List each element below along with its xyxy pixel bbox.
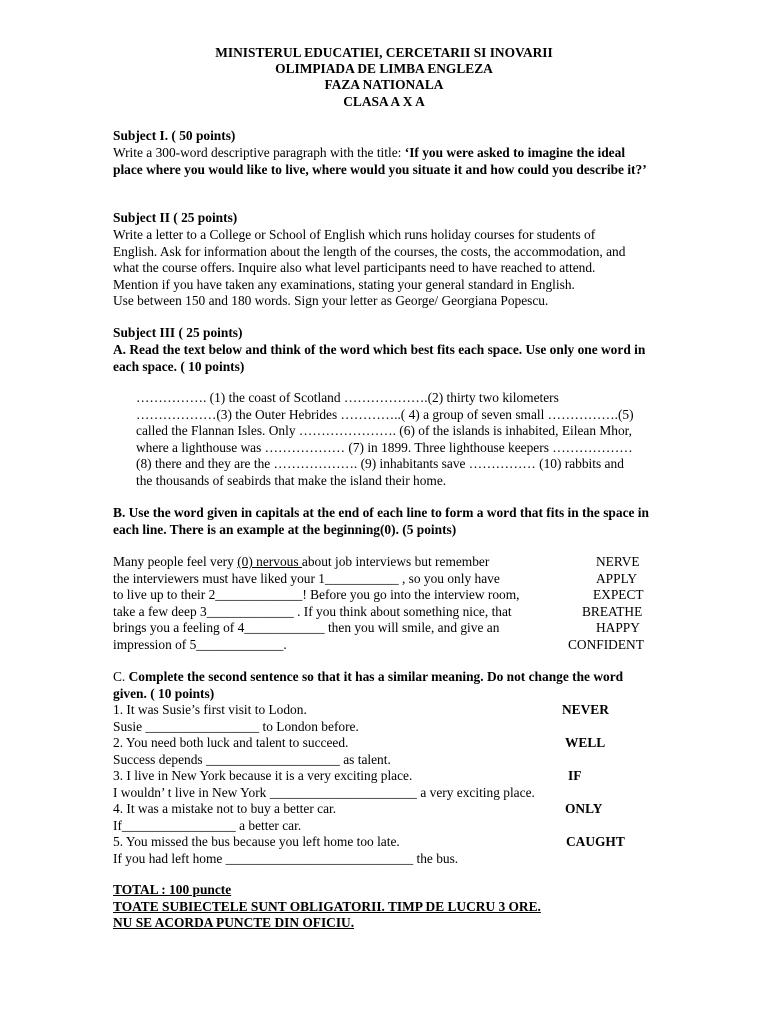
keyword-expect: EXPECT <box>593 587 644 602</box>
word-formation-line: the interviewers must have liked your 1___________ , so you only have <box>113 570 500 586</box>
olympiad-title: OLIMPIADA DE LIMBA ENGLEZA <box>275 61 493 77</box>
keyword-happy: HAPPY <box>596 620 640 635</box>
class-title: CLASA A X A <box>343 93 425 109</box>
keyword-breathe: BREATHE <box>582 603 643 619</box>
subject2-line: Mention if you have taken any examinations, stating your general standard in English. <box>113 276 575 292</box>
cloze-line: the thousands of seabirds that make the island their home. <box>136 472 447 488</box>
no-default-points-notice: NU SE ACORDA PUNCTE DIN OFICIU. <box>113 915 355 930</box>
word-formation-line: take a few deep 3_____________ . If you think about something nice, that <box>113 603 512 619</box>
keyword-only: ONLY <box>565 801 603 816</box>
transformation-sentence: 3. I live in New York because it is a very exciting place. <box>113 768 413 783</box>
document-header <box>0 45 768 110</box>
section-b-label: B <box>113 505 122 520</box>
total-points: TOTAL : 100 puncte <box>113 882 232 897</box>
transformation-answer-line: Success depends ____________________ as talent. <box>113 751 391 767</box>
example-post: about job interviews but remember <box>301 554 490 569</box>
section-c-instructions-text: Complete the second sentence so that it has a similar meaning. Do not change the word given. ( 10 points) <box>113 669 624 701</box>
section-a-instructions: A. Read the text below and think of the word which best fits each space. Use only one word in each space. ( 10 points) <box>113 342 646 374</box>
transformation-answer-line: Susie _________________ to London before. <box>113 718 359 734</box>
subject3-title: Subject III ( 25 points) <box>113 325 243 340</box>
transformation-answer-line: I wouldn’ t live in New York ______________________ a very exciting place. <box>113 784 535 800</box>
subject1-intro: Write a 300-word descriptive paragraph with the title: <box>113 145 405 160</box>
section-b-instructions <box>113 505 653 538</box>
keyword-caught: CAUGHT <box>566 834 625 849</box>
cloze-line: ……………. (1) the coast of Scotland ……………….(2) thirty two kilometers <box>136 390 559 405</box>
subject1-prompt <box>113 145 653 178</box>
section-c-label: C. <box>113 669 129 684</box>
keyword-if: IF <box>568 768 582 783</box>
phase-title: FAZA NATIONALA <box>324 77 444 93</box>
keyword-nerve: NERVE <box>596 554 640 569</box>
transformation-answer-line: If_________________ a better car. <box>113 817 302 833</box>
subject2-line: Write a letter to a College or School of English which runs holiday courses for students of <box>113 227 596 242</box>
cloze-line: ………………(3) the Outer Hebrides …………..( 4) a group of seven small …………….(5) <box>136 406 634 422</box>
cloze-line: called the Flannan Isles. Only …………………. (6) of the islands is inhabited, Eilean Mhor, <box>136 423 632 438</box>
word-formation-line: to live up to their 2_____________! Before you go into the interview room, <box>113 587 520 602</box>
keyword-confident: CONFIDENT <box>568 636 644 652</box>
subject2-line: Use between 150 and 180 words. Sign your letter as George/ Georgiana Popescu. <box>113 293 549 308</box>
transformation-sentence: 5. You missed the bus because you left home too late. <box>113 834 400 849</box>
cloze-line: where a lighthouse was ……………… (7) in 1899. Three lighthouse keepers ……………… <box>136 439 633 455</box>
transformation-sentence: 1. It was Susie’s first visit to Lodon. <box>113 702 307 717</box>
word-formation-line: impression of 5_____________. <box>113 636 287 652</box>
example-pre: Many people feel very <box>113 554 238 569</box>
subject2-line: English. Ask for information about the length of the courses, the costs, the accommodation, and <box>113 243 626 259</box>
word-formation-line: brings you a feeling of 4____________ then you will smile, and give an <box>113 620 500 635</box>
keyword-never: NEVER <box>562 702 609 717</box>
transformation-sentence: 4. It was a mistake not to buy a better car. <box>113 801 337 816</box>
section-c-instructions <box>113 669 653 702</box>
cloze-line: (8) there and they are the ………………. (9) inhabitants save …………… (10) rabbits and <box>136 456 624 471</box>
transformation-answer-line: If you had left home ____________________________ the bus. <box>113 850 459 866</box>
example-answer: (0) nervous <box>237 554 302 569</box>
subject2-title: Subject II ( 25 points) <box>113 210 238 225</box>
subject1-essay-title: ‘If you were asked to imagine the ideal place where you would like to live, where would you situate it and how could you describe it?’ <box>113 145 647 177</box>
subject1-title: Subject I. ( 50 points) <box>113 128 236 143</box>
word-formation-line <box>113 554 489 571</box>
ministry-title: MINISTERUL EDUCATIEI, CERCETARII SI INOVARII <box>215 45 553 60</box>
subject2-line: what the course offers. Inquire also what level participants need to have reached to attend. <box>113 260 596 275</box>
keyword-well: WELL <box>565 735 606 750</box>
keyword-apply: APPLY <box>596 570 638 586</box>
transformation-sentence: 2. You need both luck and talent to succeed. <box>113 735 349 750</box>
section-b-instructions-text: . Use the word given in capitals at the end of each line to form a word that fits in the space in each line. There is an example at the beginning(0). (5 points) <box>113 505 649 537</box>
mandatory-notice: TOATE SUBIECTELE SUNT OBLIGATORII. TIMP DE LUCRU 3 ORE. <box>113 898 541 914</box>
